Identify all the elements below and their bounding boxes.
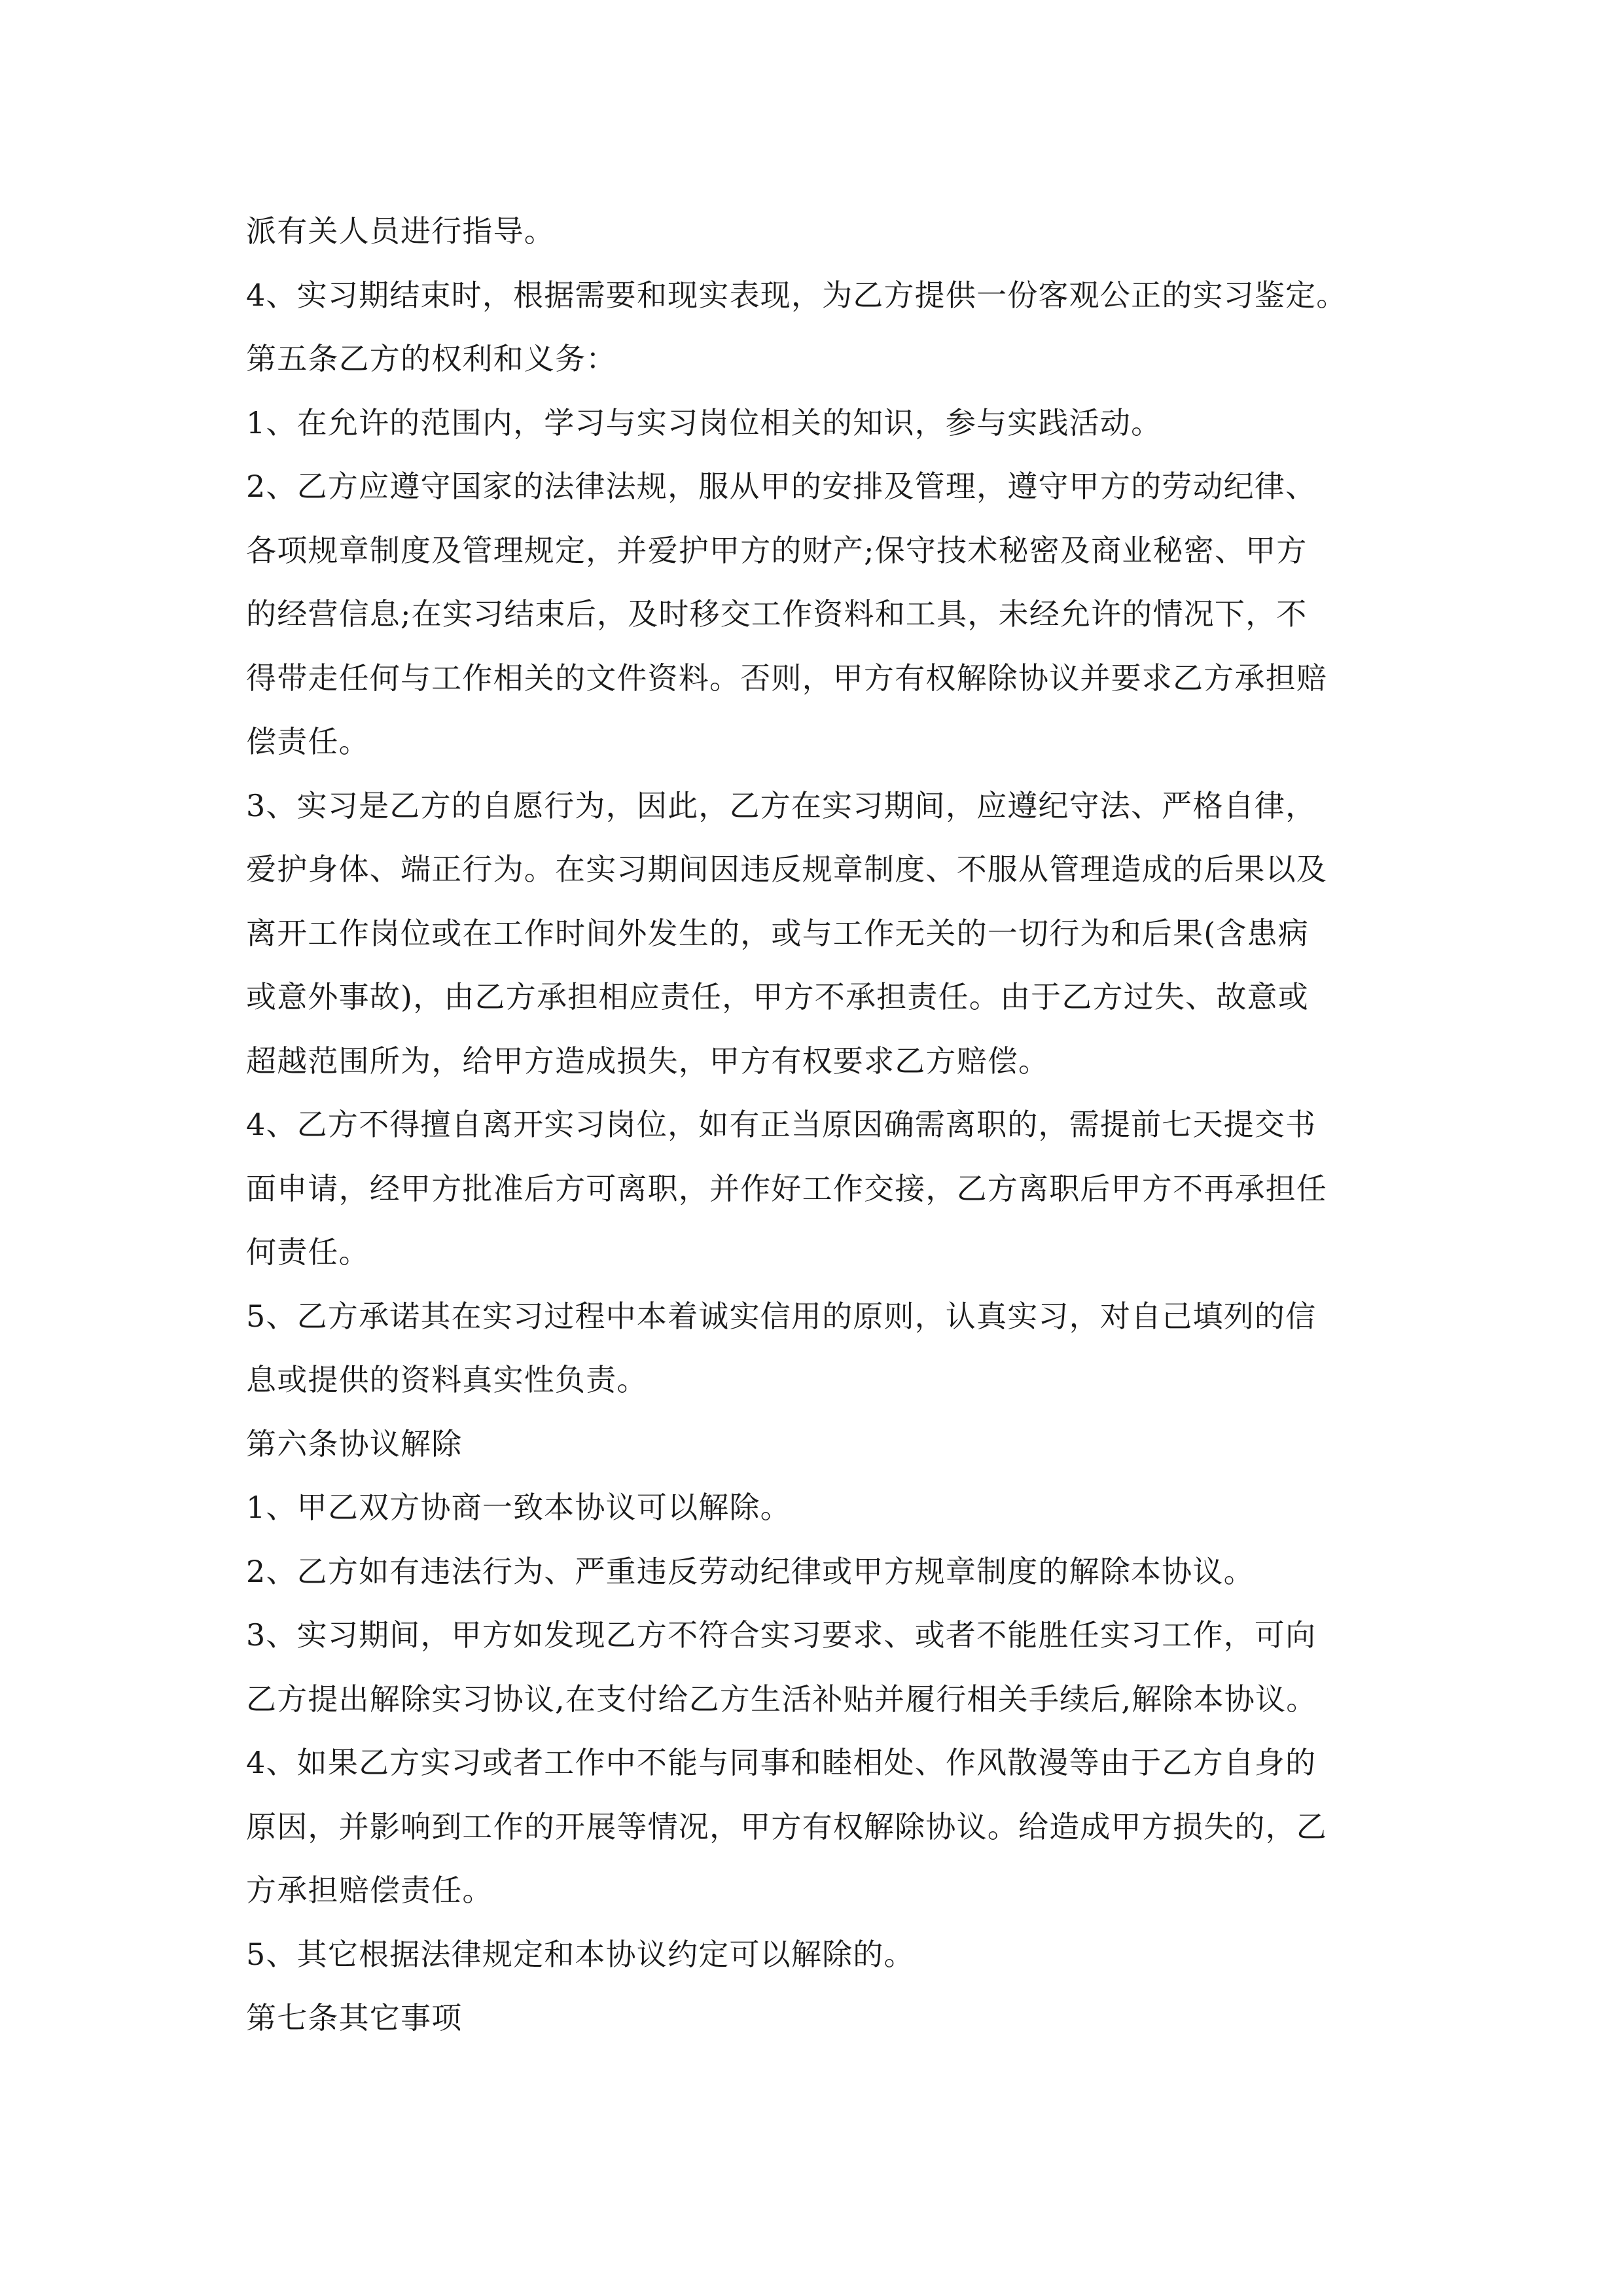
text-line: 爱护身体、端正行为。在实习期间因违反规章制度、不服从管理造成的后果以及 bbox=[246, 852, 1327, 887]
text-line: 4、实习期结束时，根据需要和现实表现，为乙方提供一份客观公正的实习鉴定。 bbox=[246, 277, 1347, 313]
text-line: 得带走任何与工作相关的文件资料。否则，甲方有权解除协议并要求乙方承担赔 bbox=[246, 660, 1327, 696]
text-line: 派有关人员进行指导。 bbox=[246, 213, 555, 249]
text-line: 1、甲乙双方协商一致本协议可以解除。 bbox=[246, 1490, 791, 1525]
text-line: 3、实习是乙方的自愿行为，因此，乙方在实习期间，应遵纪守法、严格自律， bbox=[246, 787, 1317, 823]
text-line: 方承担赔偿责任。 bbox=[246, 1873, 493, 1908]
text-line: 息或提供的资料真实性负责。 bbox=[246, 1362, 648, 1397]
text-line: 3、实习期间，甲方如发现乙方不符合实习要求、或者不能胜任实习工作，可向 bbox=[246, 1617, 1317, 1653]
text-line: 的经营信息;在实习结束后，及时移交工作资料和工具，未经允许的情况下，不 bbox=[246, 596, 1308, 632]
text-line: 4、如果乙方实习或者工作中不能与同事和睦相处、作风散漫等由于乙方自身的 bbox=[246, 1745, 1317, 1780]
text-line: 5、其它根据法律规定和本协议约定可以解除的。 bbox=[246, 1936, 915, 1972]
text-line: 或意外事故)，由乙方承担相应责任，甲方不承担责任。由于乙方过失、故意或 bbox=[246, 979, 1309, 1014]
text-line: 原因，并影响到工作的开展等情况，甲方有权解除协议。给造成甲方损失的，乙 bbox=[246, 1808, 1327, 1844]
section-heading: 第六条协议解除 bbox=[246, 1426, 463, 1462]
section-heading: 第五条乙方的权利和义务： bbox=[246, 341, 617, 376]
document-body bbox=[246, 200, 1398, 2051]
section-heading: 第七条其它事项 bbox=[246, 2000, 463, 2036]
text-line: 偿责任。 bbox=[246, 724, 370, 759]
text-line: 4、乙方不得擅自离开实习岗位，如有正当原因确需离职的，需提前七天提交书 bbox=[246, 1107, 1317, 1142]
text-line: 离开工作岗位或在工作时间外发生的，或与工作无关的一切行为和后果(含患病 bbox=[246, 915, 1309, 951]
text-line: 各项规章制度及管理规定，并爱护甲方的财产;保守技术秘密及商业秘密、甲方 bbox=[246, 532, 1308, 568]
text-line: 超越范围所为，给甲方造成损失，甲方有权要求乙方赔偿。 bbox=[246, 1043, 1050, 1079]
text-line: 何责任。 bbox=[246, 1234, 370, 1270]
text-line: 2、乙方如有违法行为、严重违反劳动纪律或甲方规章制度的解除本协议。 bbox=[246, 1553, 1255, 1589]
text-line: 5、乙方承诺其在实习过程中本着诚实信用的原则，认真实习，对自己填列的信 bbox=[246, 1298, 1317, 1334]
text-line: 2、乙方应遵守国家的法律法规，服从甲的安排及管理，遵守甲方的劳动纪律、 bbox=[246, 469, 1317, 504]
text-line: 1、在允许的范围内，学习与实习岗位相关的知识，参与实践活动。 bbox=[246, 404, 1162, 440]
text-line: 面申请，经甲方批准后方可离职，并作好工作交接，乙方离职后甲方不再承担任 bbox=[246, 1170, 1327, 1206]
text-line: 乙方提出解除实习协议,在支付给乙方生活补贴并履行相关手续后,解除本协议。 bbox=[246, 1681, 1317, 1717]
